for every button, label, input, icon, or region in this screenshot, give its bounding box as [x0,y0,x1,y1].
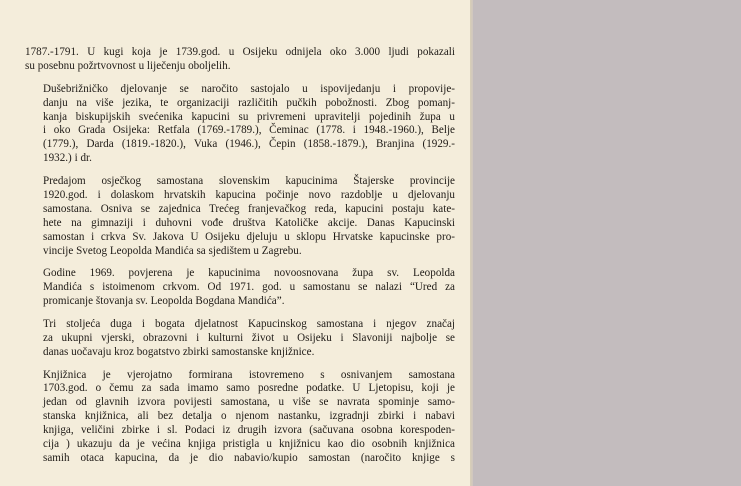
text-line: jedan od glavnih izvora povijesti samostana, u više se navrata spominje samo- [43,396,455,409]
text-line: 1920.god. i dolaskom hrvatskih kapucina počinje novo razdoblje u djelovanju [43,188,455,201]
text-line: hete na gimnaziji i duhovni vođe društva Katoličke akcije. Danas Kapucinski [43,216,455,229]
paragraph [25,318,455,360]
text-line: 1932.) i dr. [43,152,92,165]
text-line: 1703.god. o čemu za sada imamo samo posredne podatke. U Ljetopisu, koji je [43,382,455,395]
text-line: Godine 1969. povjerena je kapucinima novoosnovana župa sv. Leopolda [43,267,455,280]
background-panel [473,0,741,486]
text-line: knjiga, veličini zbirke i sl. Podaci iz drugih izvora (sačuvana osobna korespoden- [43,424,455,437]
text-line: vincije Svetog Leopolda Mandića sa sjedištem u Zagrebu. [43,244,302,257]
text-line: su posebnu požrtvovnost u liječenju oboljelih. [25,59,231,72]
text-line: i oko Grada Osijeka: Retfala (1769.-1789.), Čeminac (1778. i 1948.-1960.), Belje [43,124,455,137]
paragraph [25,175,455,258]
body-text [25,46,455,475]
text-line: samostan i crkva Sv. Jakova U Osijeku djeluju u sklopu Hrvatske kapucinske pro- [43,230,455,243]
text-line: (1779.), Darda (1819.-1820.), Vuka (1946.), Čepin (1858.-1879.), Branjina (1929.- [43,138,455,151]
text-line: Predajom osječkog samostana slovenskim kapucinima Štajerske provincije [43,175,455,188]
text-line: Tri stoljeća duga i bogata djelatnost Kapucinskog samostana i njegov značaj [43,317,455,330]
text-line: Knjižnica je vjerojatno formirana istovremeno s osnivanjem samostana [43,368,455,381]
paragraph [25,83,455,166]
text-line: stanska knjižnica, ali bez detalja o njenom nastanku, izgradnji zbirki i nabavi [43,410,455,423]
paragraph [25,267,455,309]
text-line: 1787.-1791. U kugi koja je 1739.god. u Osijeku odnijela oko 3.000 ljudi pokazali [25,46,455,58]
text-line: samostana. Osniva se zajednica Trećeg franjevačkog reda, kapucini postaju kate- [43,202,455,215]
text-line: Dušebrižničko djelovanje se naročito sastojalo u ispovijedanju i propovije- [43,82,455,95]
text-line: Mandića s istoimenom crkvom. Od 1971. god. u samostanu se nalazi “Ured za [43,281,455,294]
paragraph [25,369,455,466]
text-line: danju na više jezika, te organizaciji različitih pučkih pobožnosti. Zbog pomanj- [43,96,455,109]
text-line: za ukupni vjerski, obrazovni i kulturni život u Osijeku i Slavoniji najbolje se [43,331,455,344]
text-line: danas uočavaju kroz bogatstvo zbirki samostanske knjižnice. [43,345,315,358]
text-line: promicanje štovanja sv. Leopolda Bogdana Mandića”. [43,295,285,308]
text-line: kanja biskupijskih svećenika kapucini su privremeni upravitelji pojedinih župa u [43,110,455,123]
paragraph [25,46,455,74]
text-line: cija ) ukazuju da je većina knjiga pristigla u knjižnicu kao dio osobnih knjižnica [43,438,455,451]
text-line: samih otaca kapucina, da je dio nabavio/kupio samostan (naročito knjige s [43,452,455,465]
